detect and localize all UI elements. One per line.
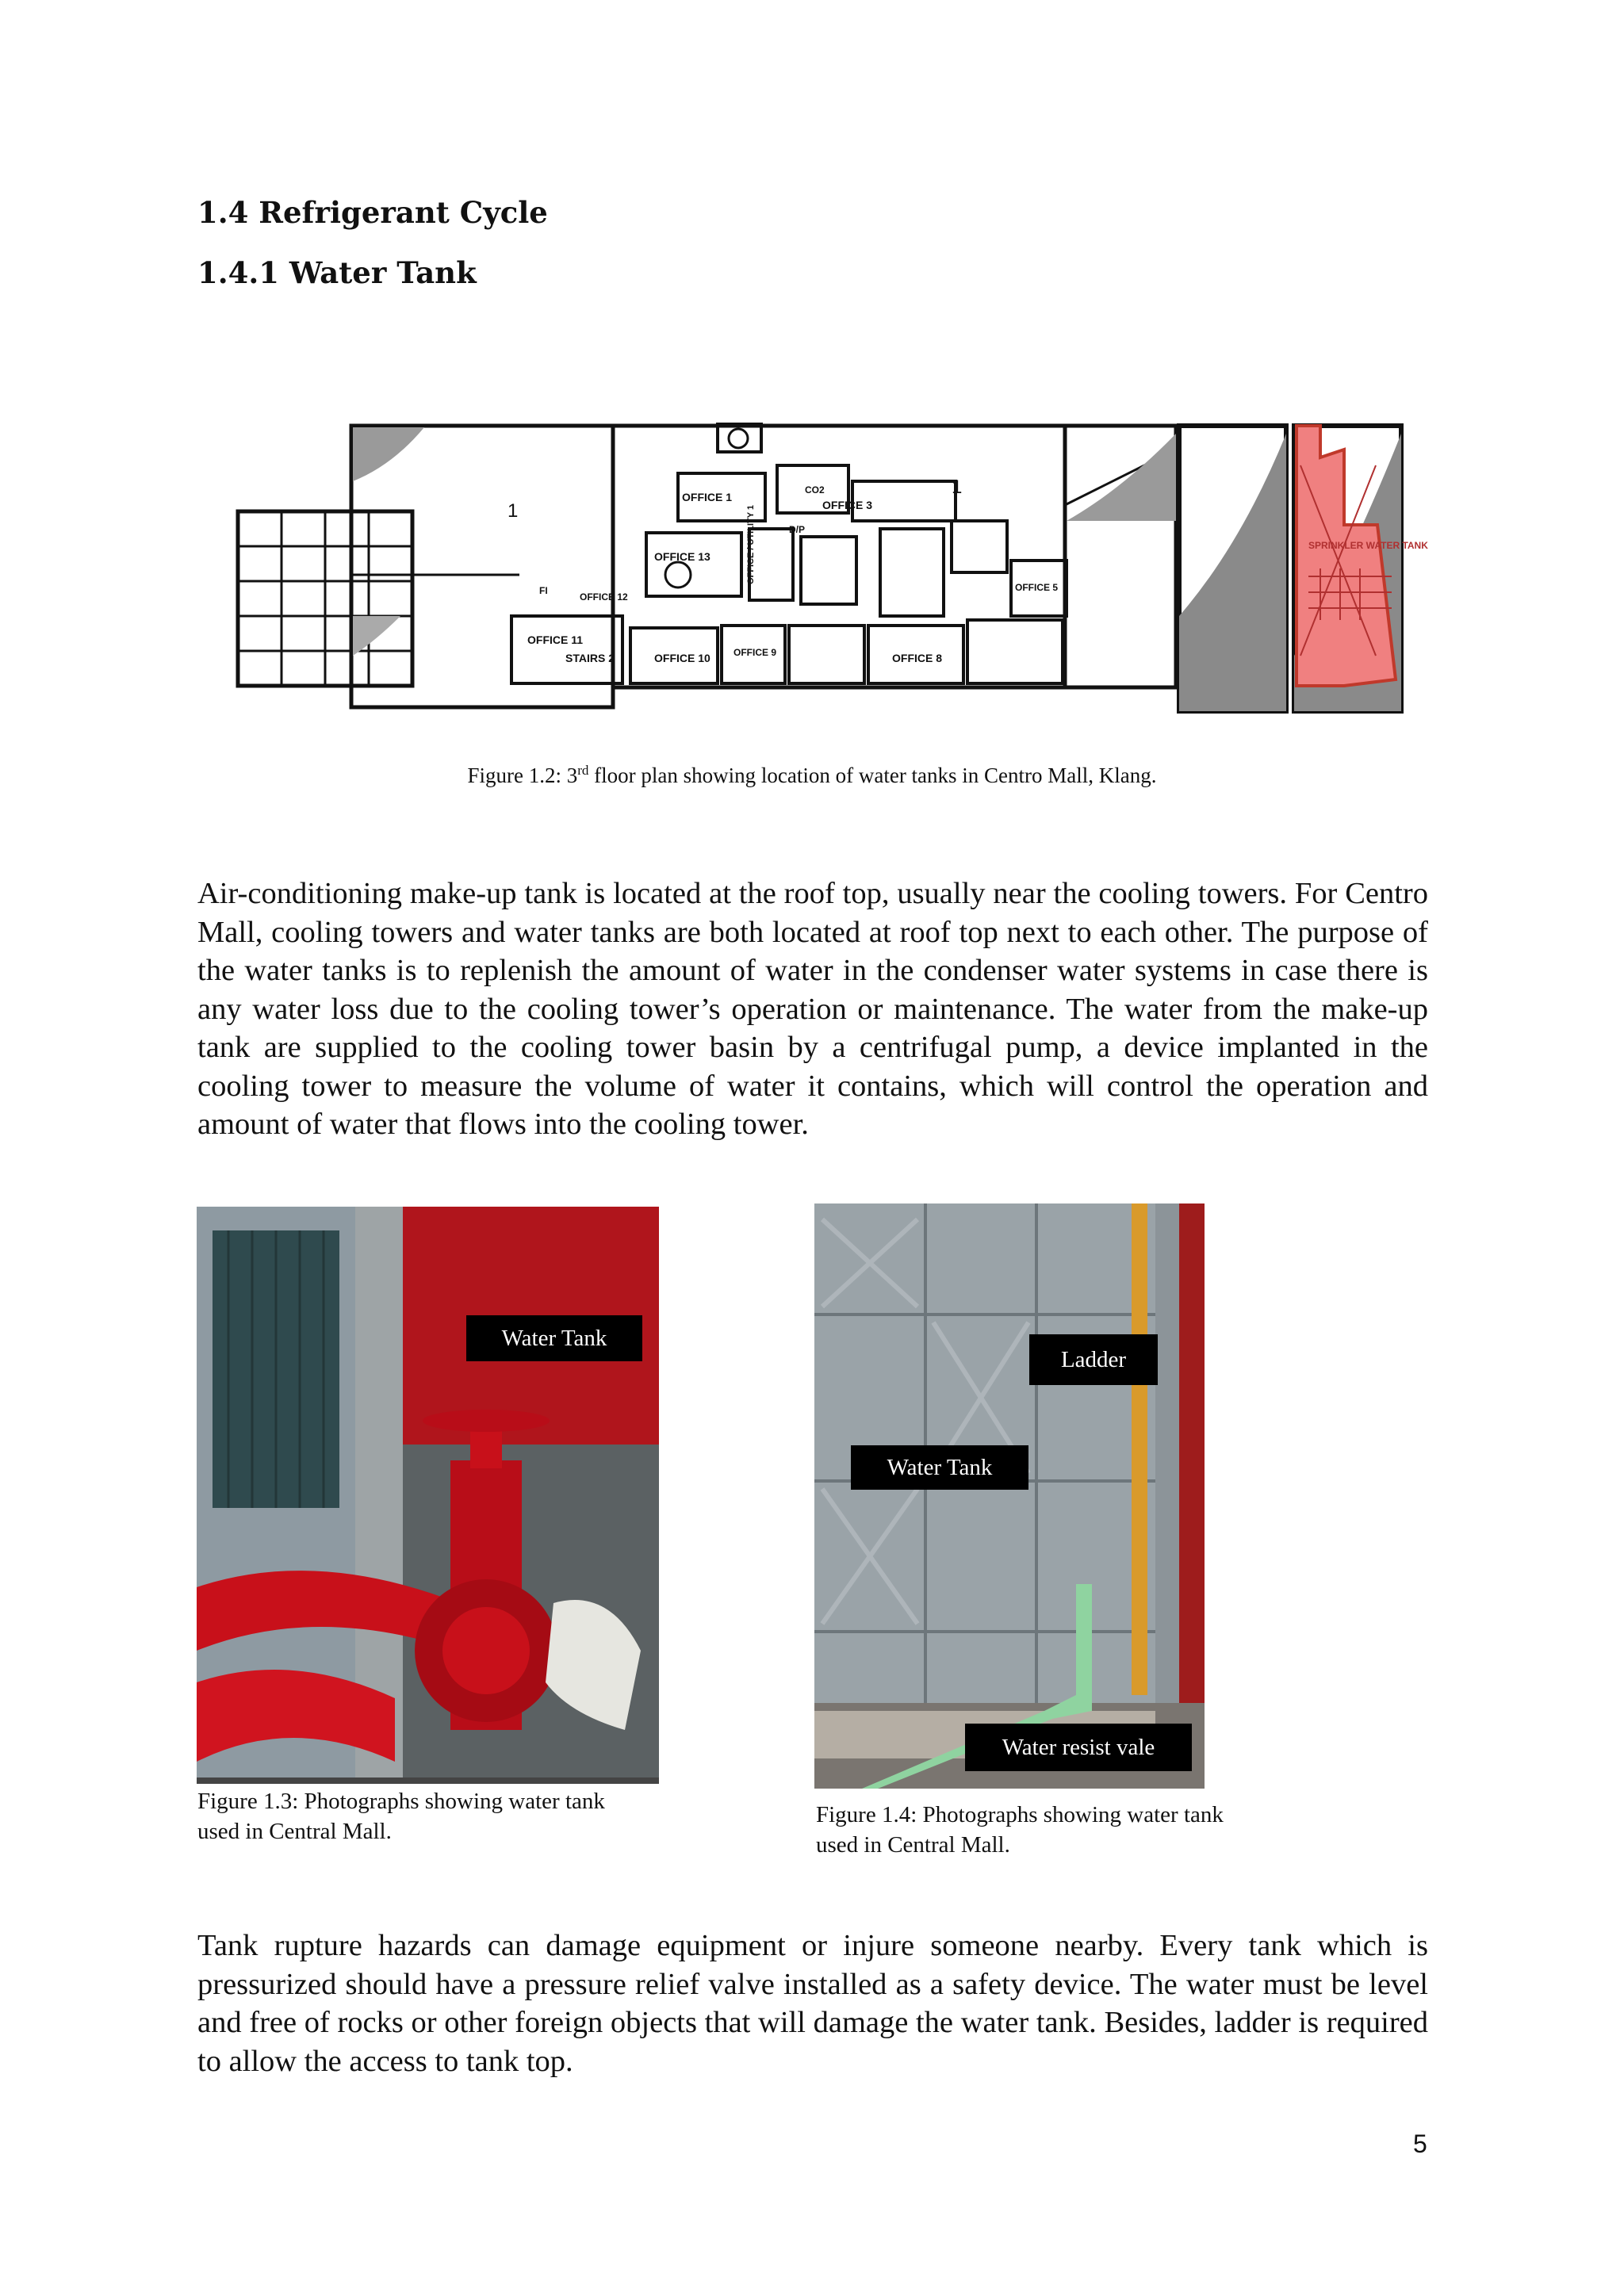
plan-label-co2: CO2: [805, 484, 825, 496]
plan-label-dp: D/P: [789, 524, 806, 535]
figure-1-2-caption: Figure 1.2: 3rd floor plan showing location of water tanks in Centro Mall, Klang.: [467, 763, 1157, 787]
floor-plan-image: [234, 418, 1428, 719]
label-water-resist-valve: Water resist vale: [965, 1724, 1192, 1771]
label-ladder: Ladder: [1029, 1334, 1158, 1385]
plan-label-office: OFFICE 13: [654, 550, 710, 563]
plan-label-sprinkler-tank: SPRINKLER WATER TANK: [1308, 540, 1428, 551]
photo-water-tank-ladder: [814, 1203, 1205, 1789]
label-water-tank: Water Tank: [851, 1445, 1028, 1490]
figure-1-4-caption: Figure 1.4: Photographs showing water tank used in Central Mall.: [816, 1802, 1224, 1858]
page-number: 5: [1413, 2130, 1427, 2158]
plan-left-hall: [351, 426, 613, 707]
plan-label-fi: FI: [539, 585, 548, 596]
plan-label-office: OFFICE 1: [682, 491, 733, 503]
paragraph-water-tank-purpose: Air-conditioning make-up tank is located at the roof top, usually near the cooling towers. For Centro Mall, cooling towers and water tanks are both located at roof top next to each other. The purpose of the water tanks is to replenish the amount of water in the condenser water systems in case there is any water loss due to the cooling tower’s operation or maintenance. The water from the make-up tank are supplied to the cooling tower basin by a centrifugal pump, a device implanted in the cooling tower to measure the volume of water it contains, which will control the operation and amount of water that flows into the cooling tower.: [197, 877, 1428, 1141]
paragraph-tank-safety: Tank rupture hazards can damage equipment or injure someone nearby. Every tank which is pressurized should have a pressure relief valve installed as a safety device. The water must be level and free of rocks or other foreign objects that will damage the water tank. Besides, ladder is required to allow the access to tank top.: [197, 1929, 1428, 2078]
plan-label-office: OFFICE 12: [580, 591, 628, 603]
plan-label-stairs: STAIRS 2: [565, 652, 615, 664]
plan-label-office: OFFICE 9: [733, 647, 777, 658]
plan-label-office: OFFICE 5: [1015, 582, 1059, 593]
plan-label-office: OFFICE 8: [892, 652, 943, 664]
water-tank-highlight: [1297, 426, 1396, 686]
plan-label-room: 1: [508, 500, 519, 522]
plan-label-utility: OFFICE / UTILITY 1: [746, 504, 756, 584]
label-water-tank: Water Tank: [466, 1315, 642, 1361]
figure-1-3-caption: Figure 1.3: Photographs showing water tank used in Central Mall.: [197, 1789, 605, 1844]
plan-label-office: OFFICE 3: [822, 499, 873, 511]
photo-water-tank-pipes: [197, 1207, 659, 1784]
section-heading: 1.4 Refrigerant Cycle: [197, 195, 548, 230]
plan-label-office: OFFICE 10: [654, 652, 710, 664]
subsection-heading: 1.4.1 Water Tank: [197, 255, 477, 290]
plan-label-office: OFFICE 11: [527, 633, 584, 646]
plan-label-room: 1: [952, 476, 963, 498]
